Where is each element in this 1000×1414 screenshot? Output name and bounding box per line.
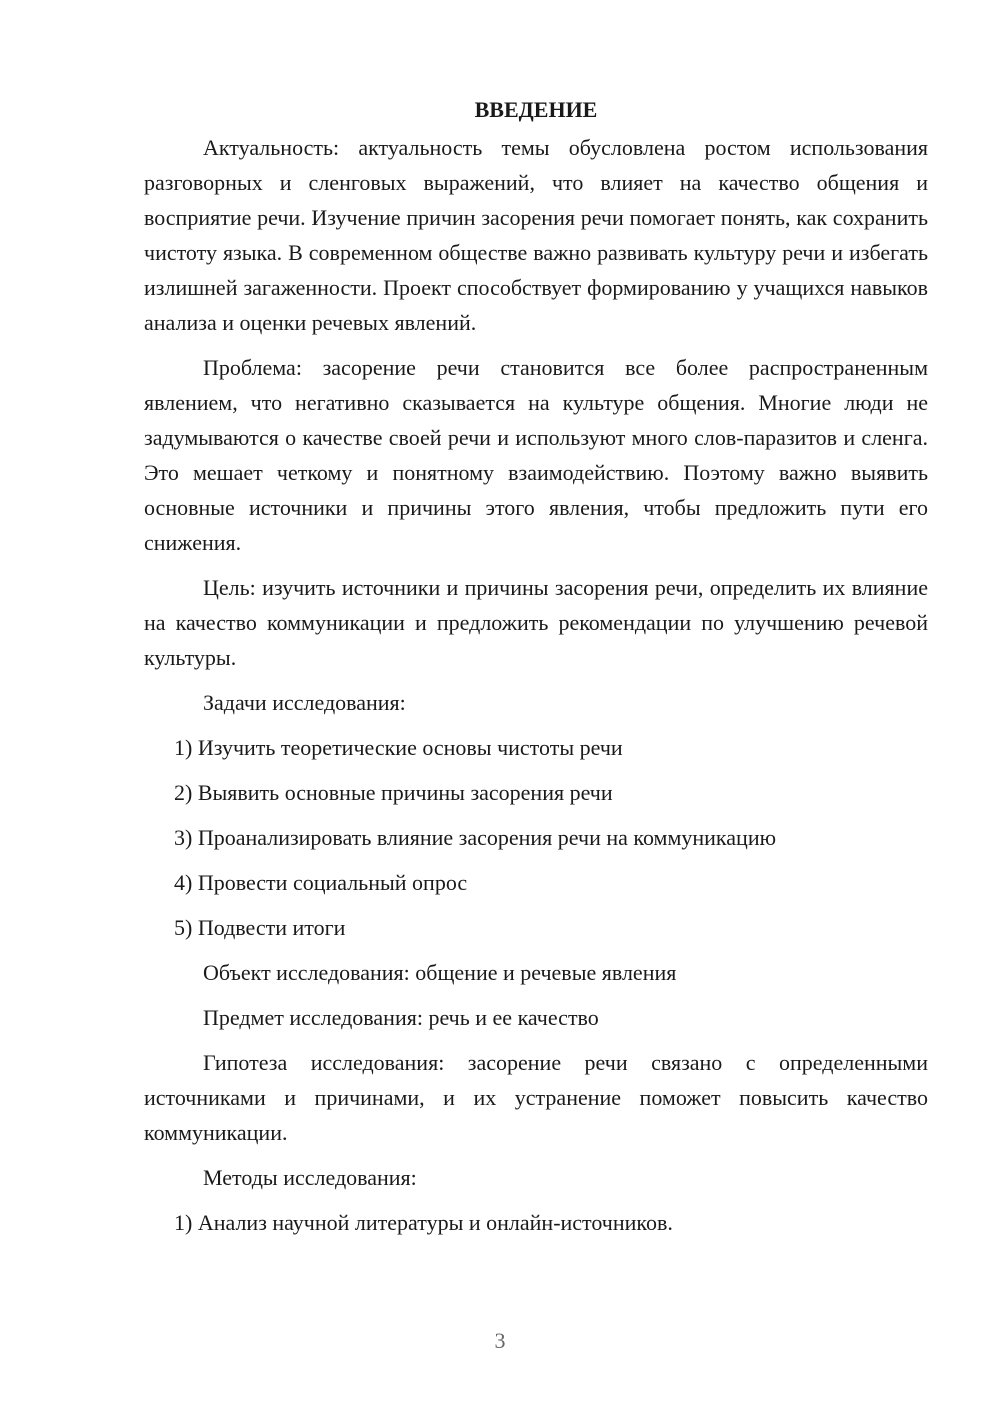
document-page <box>144 92 928 1250</box>
relevance-paragraph: Актуальность: актуальность темы обусловлена ростом использования разговорных и сленговых выражений, что влияет на качество общения и восприятие речи. Изучение причин засорения речи помогает понять, как сохранить чистоту языка. В современном обществе важно развивать культуру речи и избегать излишней загаженности. Проект способствует формированию у учащихся навыков анализа и оценки речевых явлений. <box>144 135 928 335</box>
tasks-label: Задачи исследования: <box>203 690 406 715</box>
section-heading: ВВЕДЕНИЕ <box>474 97 598 122</box>
tasks-list <box>144 730 928 945</box>
hypothesis-paragraph: Гипотеза исследования: засорение речи связано с определенными источниками и причинами, и их устранение поможет повысить качество коммуникации. <box>144 1050 928 1145</box>
problem-paragraph: Проблема: засорение речи становится все более распространенным явлением, что негативно сказывается на культуре общения. Многие люди не задумываются о качестве своей речи и используют много слов-паразитов и сленга. Это мешает четкому и понятному взаимодействию. Поэтому важно выявить основные источники и причины этого явления, чтобы предложить пути его снижения. <box>144 355 928 555</box>
list-item: 1) Анализ научной литературы и онлайн-источников. <box>174 1210 673 1235</box>
list-item: 1) Изучить теоретические основы чистоты речи <box>174 735 623 760</box>
list-item: 2) Выявить основные причины засорения речи <box>174 780 613 805</box>
object-paragraph: Объект исследования: общение и речевые явления <box>203 960 677 985</box>
page-number: 3 <box>494 1328 506 1353</box>
goal-paragraph: Цель: изучить источники и причины засорения речи, определить их влияние на качество коммуникации и предложить рекомендации по улучшению речевой культуры. <box>144 575 928 670</box>
list-item: 5) Подвести итоги <box>174 915 346 940</box>
subject-paragraph: Предмет исследования: речь и ее качество <box>203 1005 599 1030</box>
methods-list <box>144 1205 928 1240</box>
list-item: 4) Провести социальный опрос <box>174 870 468 895</box>
list-item: 3) Проанализировать влияние засорения речи на коммуникацию <box>174 825 777 850</box>
methods-label: Методы исследования: <box>203 1165 417 1190</box>
